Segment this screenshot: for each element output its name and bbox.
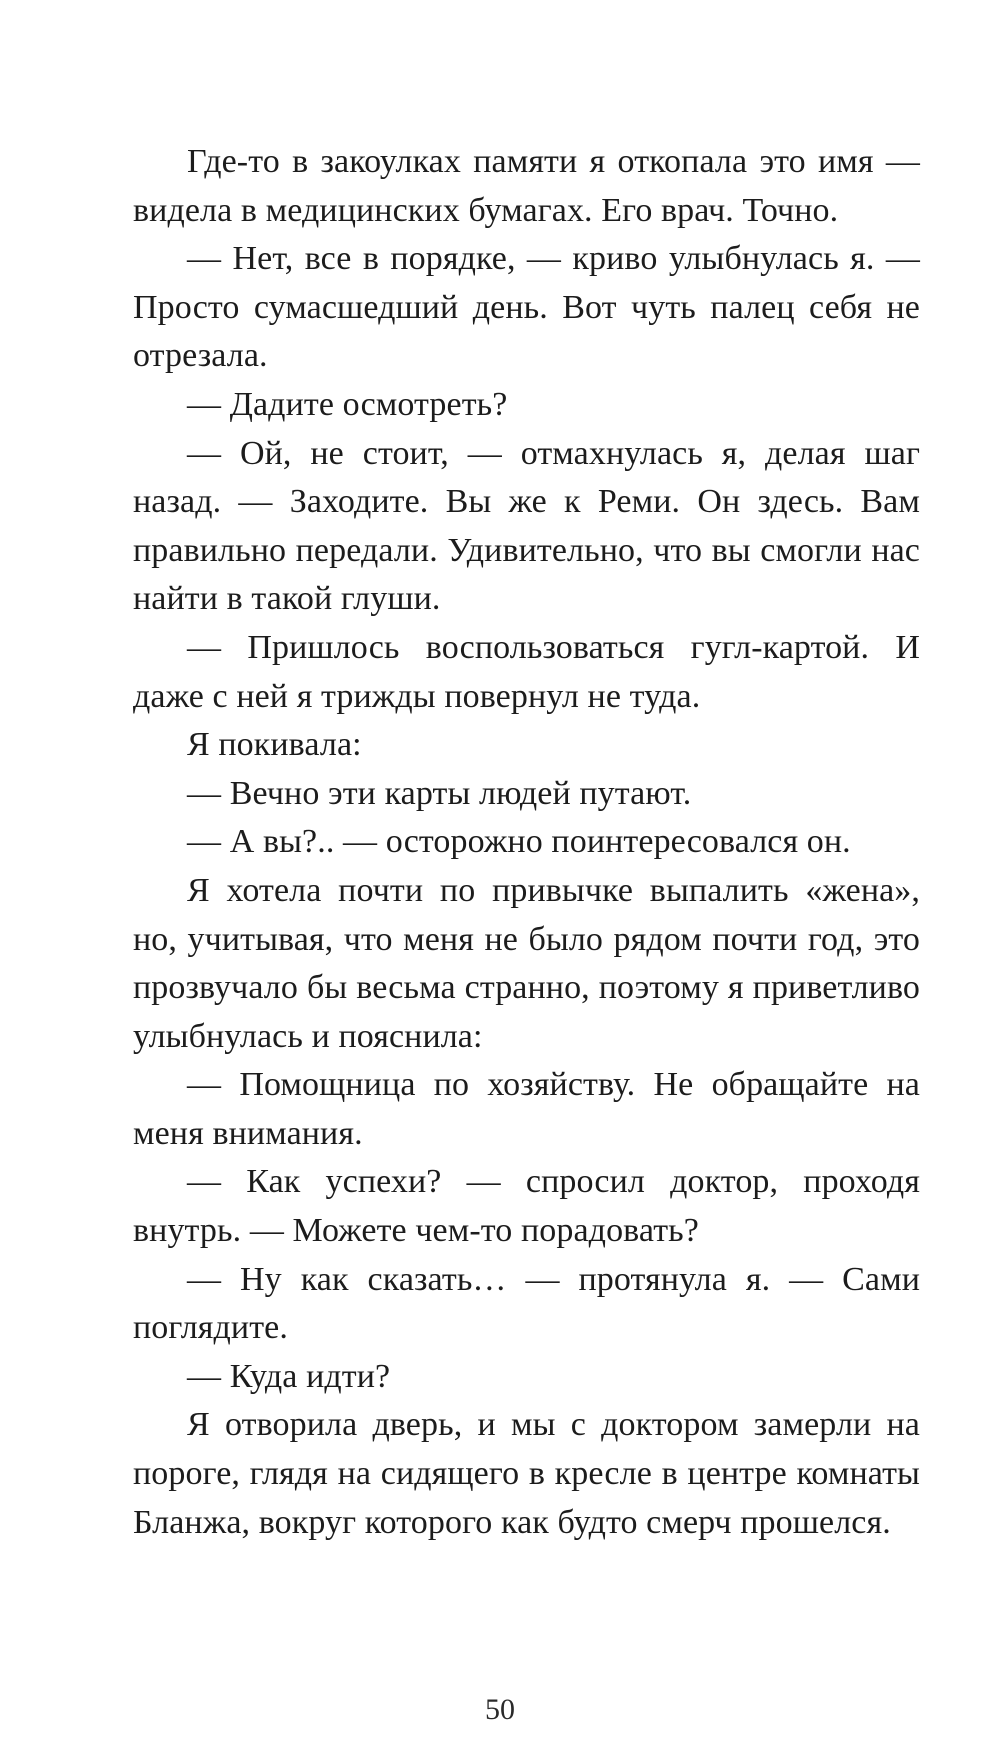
paragraph: — Помощница по хозяйству. Не обращайте на меня внимания.	[133, 1066, 920, 1152]
paragraph: — Дадите осмотреть?	[187, 385, 508, 423]
paragraph: Я покивала:	[187, 726, 362, 764]
paragraph: Где-то в закоулках памяти я откопала это имя — видела в медицинских бумагах. Его врач. Точно.	[133, 143, 920, 229]
page-number: 50	[485, 1693, 515, 1726]
paragraph: — Пришлось воспользоваться гугл-картой. И даже с ней я трижды повернул не туда.	[133, 628, 920, 715]
paragraph: — Нет, все в порядке, — криво улыбнулась я. — Просто сумасшедший день. Вот чуть палец себя не отрезала.	[133, 240, 920, 375]
paragraph: — Вечно эти карты людей путают.	[187, 774, 692, 812]
paragraph: — Ой, не стоит, — отмахнулась я, делая шаг назад. — Заходите. Вы же к Реми. Он здесь. Вам правильно передали. Удивительно, что вы смогли нас найти в такой глуши.	[133, 434, 920, 618]
paragraph: Я отворила дверь, и мы с доктором замерли на пороге, глядя на сидящего в кресле в центре комнаты Бланжа, вокруг которого как будто смерч прошелся.	[133, 1406, 920, 1541]
paragraph: Я хотела почти по привычке выпалить «жена», но, учитывая, что меня не было рядом почти год, это прозвучало бы весьма странно, поэтому я приветливо улыбнулась и пояснила:	[133, 871, 920, 1055]
paragraph: — Ну как сказать… — протянула я. — Сами поглядите.	[133, 1260, 920, 1347]
paragraph: — Как успехи? — спросил доктор, проходя внутрь. — Можете чем-то порадовать?	[133, 1163, 920, 1250]
paragraph: — Куда идти?	[187, 1357, 391, 1395]
body-text	[133, 138, 920, 1547]
paragraph: — А вы?.. — осторожно поинтересовался он.	[187, 823, 851, 861]
